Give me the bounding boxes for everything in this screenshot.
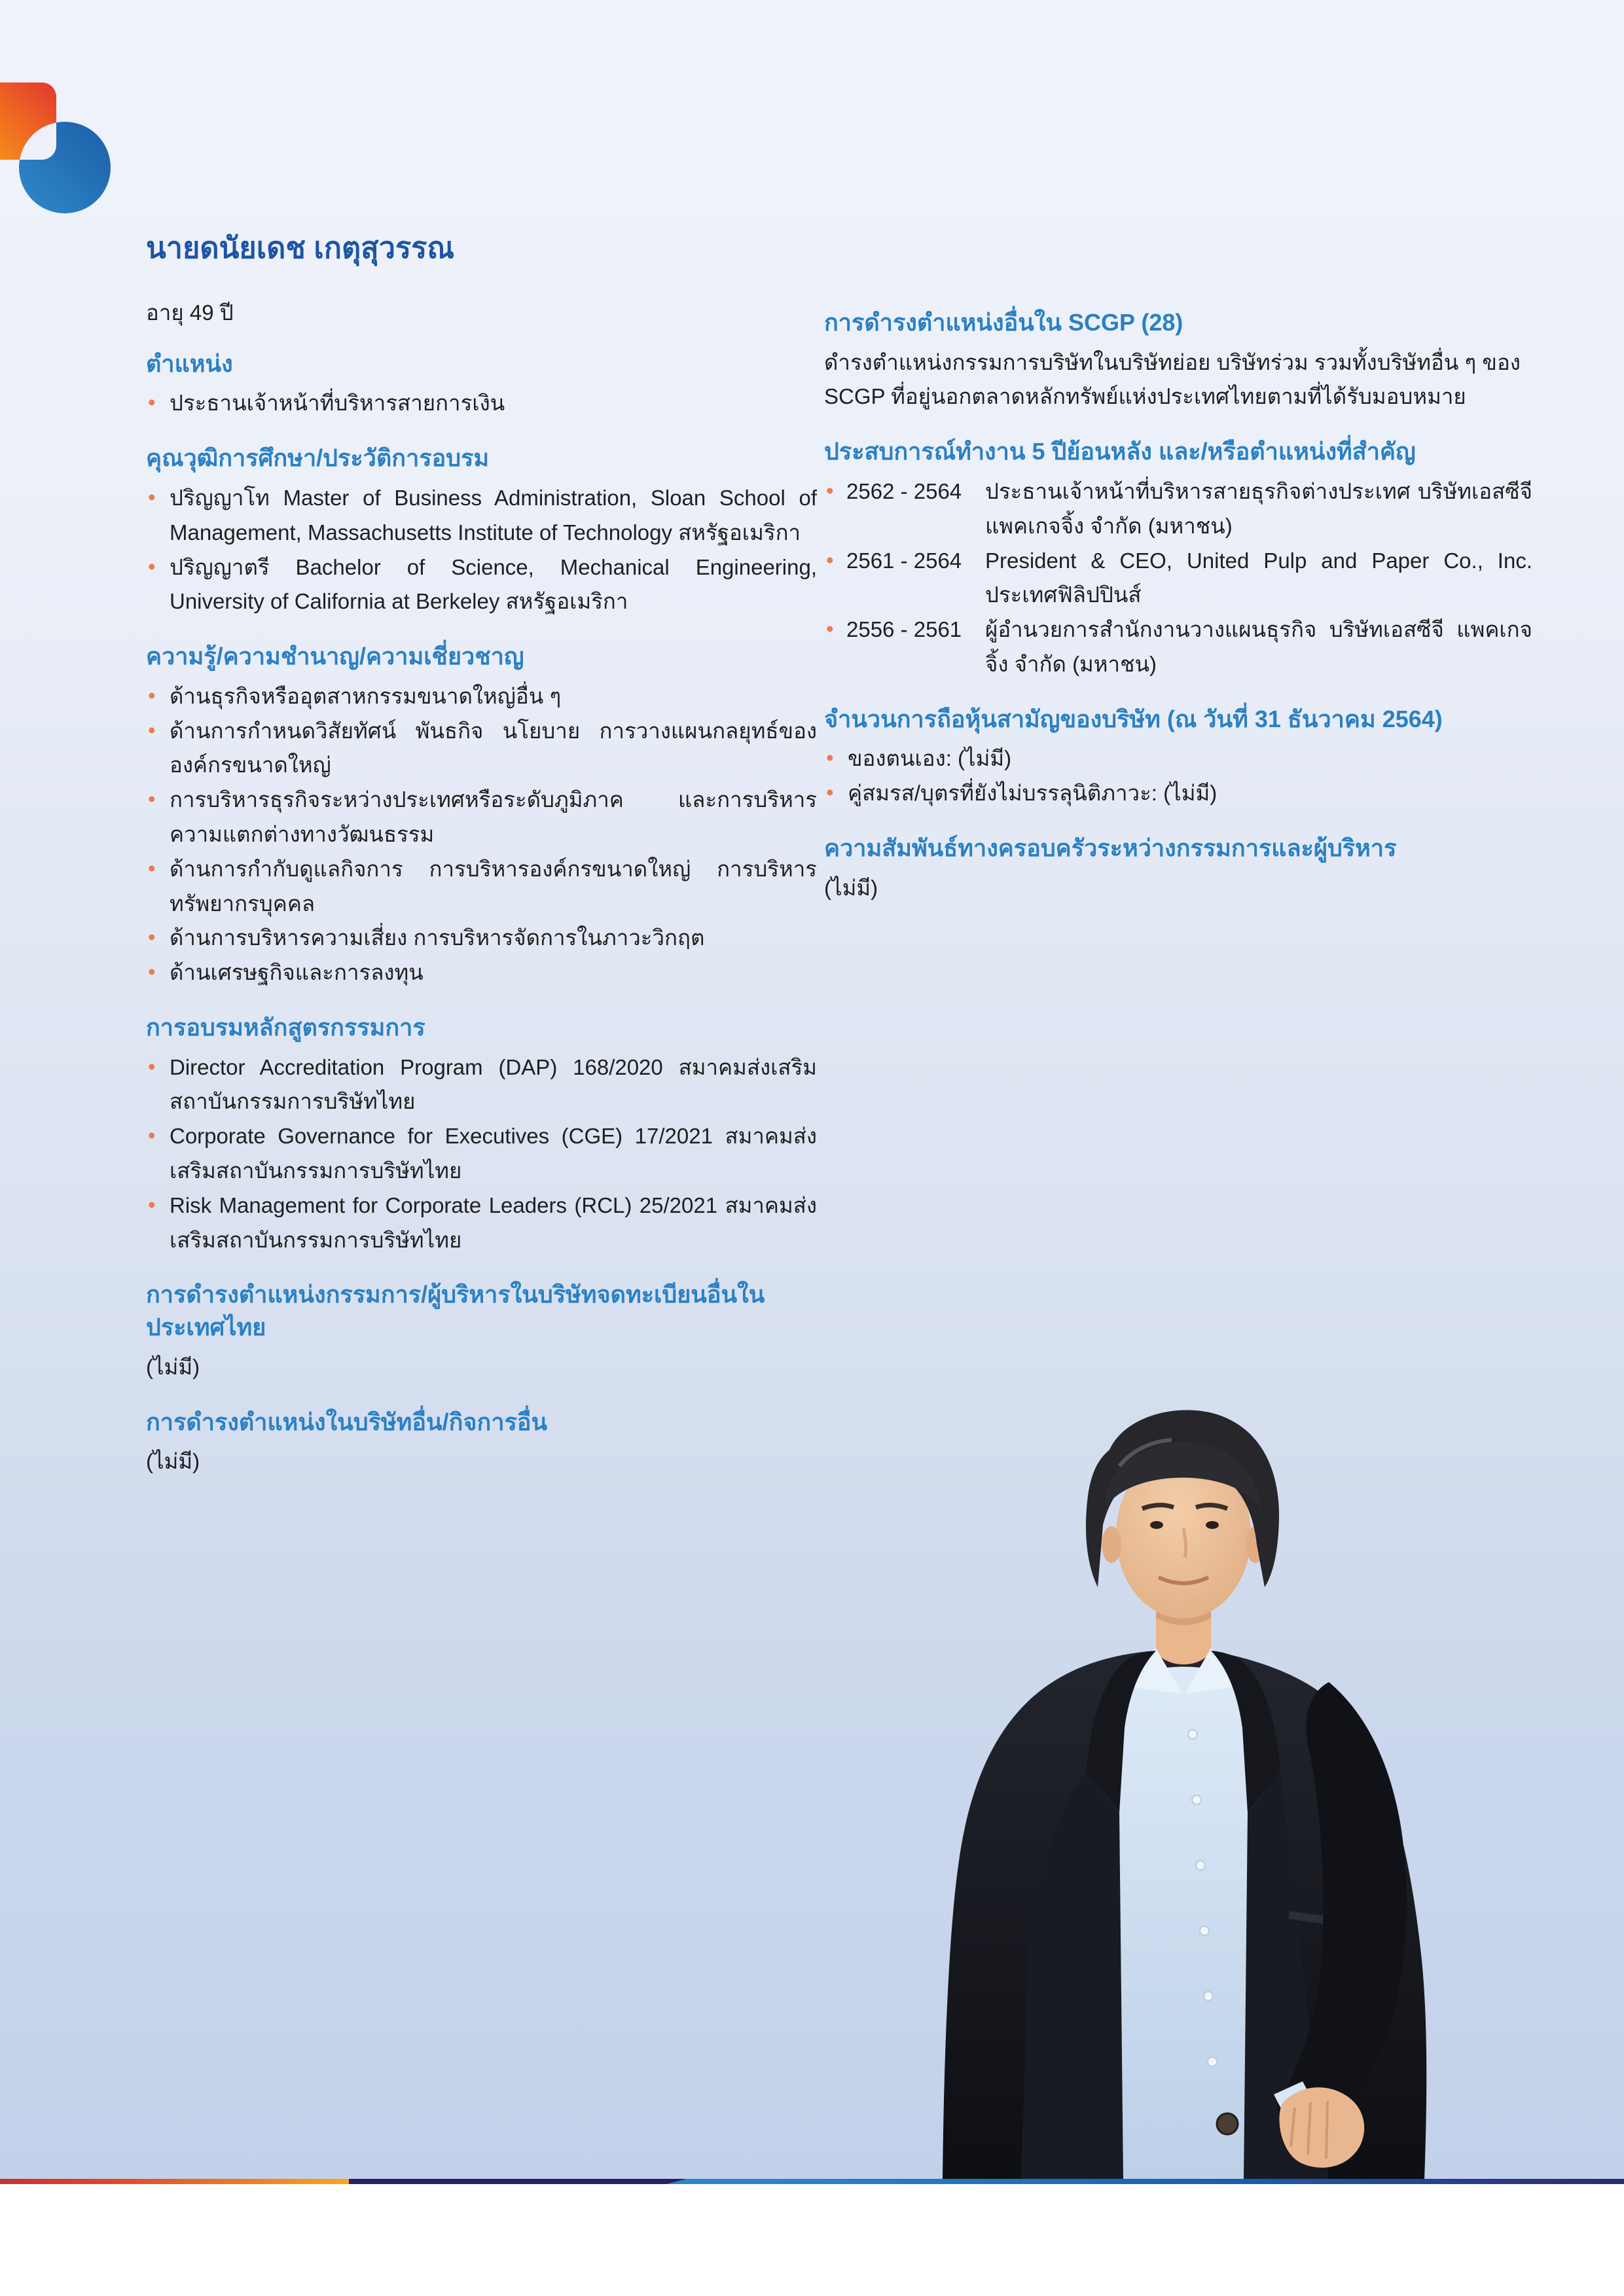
scgp-logo <box>0 79 118 217</box>
bullet-item: • ด้านเศรษฐกิจและการลงทุน <box>146 956 817 990</box>
none-note: (ไม่มี) <box>146 1449 200 1474</box>
heading-expertise: ความรู้/ความชำนาญ/ความเชี่ยวชาญ <box>146 643 524 670</box>
bullet-item: • ปริญญาตรี Bachelor of Science, Mechanical Engineering, University of California at Berkeley สหรัฐอเมริกา <box>146 550 817 620</box>
experience-row <box>824 544 1532 613</box>
experience-list <box>824 475 1532 682</box>
bullet-item: • ของตนเอง: (ไม่มี) <box>824 742 1532 776</box>
heading-family-relationship: ความสัมพันธ์ทางครอบครัวระหว่างกรรมการและผู้บริหาร <box>824 834 1397 861</box>
heading-position: ตำแหน่ง <box>146 350 233 377</box>
executive-portrait <box>871 1388 1460 2179</box>
heading-education: คุณวุฒิการศึกษา/ประวัติการอบรม <box>146 444 490 472</box>
expertise-list <box>146 679 817 990</box>
experience-role: ผู้อำนวยการสำนักงานวางแผนธุรกิจ บริษัทเอสซีจี แพคเกจจิ้ง จำกัด (มหาชน) <box>985 617 1532 676</box>
footer-bar-navy-segment <box>349 2179 687 2184</box>
none-note: (ไม่มี) <box>824 875 878 900</box>
portrait-ear-left <box>1102 1526 1121 1563</box>
experience-period: • 2562 - 2564 <box>824 475 985 544</box>
footer-bar-warm-segment <box>0 2179 349 2184</box>
bullet-item: • ประธานเจ้าหน้าที่บริหารสายการเงิน <box>146 386 817 421</box>
bullet-item: • ปริญญาโท Master of Business Administration, Sloan School of Management, Massachusetts Institute of Technology สหรัฐอเมริกา <box>146 481 817 550</box>
bullet-item: • ด้านการกำหนดวิสัยทัศน์ พันธกิจ นโยบาย การวางแผนกลยุทธ์ขององค์กรขนาดใหญ่ <box>146 714 817 783</box>
left-column <box>146 296 817 1479</box>
bullet-item: • Corporate Governance for Executives (CGE) 17/2021 สมาคมส่งเสริมสถาบันกรรมการบริษัทไทย <box>146 1119 817 1189</box>
heading-experience: ประสบการณ์ทำงาน 5 ปีย้อนหลัง และ/หรือตำแหน่งที่สำคัญ <box>824 438 1416 465</box>
education-list <box>146 481 817 619</box>
portrait-eye-left <box>1150 1521 1163 1529</box>
bullet-item: • คู่สมรส/บุตรที่ยังไม่บรรลุนิติภาวะ: (ไม่มี) <box>824 776 1532 811</box>
bullet-item: • ด้านธุรกิจหรืออุตสาหกรรมขนาดใหญ่อื่น ๆ <box>146 679 817 714</box>
person-name: นายดนัยเดช เกตุสุวรรณ <box>146 231 455 264</box>
bullet-item: • ด้านการบริหารความเสี่ยง การบริหารจัดการในภาวะวิกฤต <box>146 921 817 956</box>
heading-director-training: การอบรมหลักสูตรกรรมการ <box>146 1013 425 1041</box>
heading-other-listed-companies: การดำรงตำแหน่งกรรมการ/ผู้บริหารในบริษัทจดทะเบียนอื่นในประเทศไทย <box>146 1281 765 1341</box>
experience-row <box>824 475 1532 544</box>
scgp-positions-text: ดำรงตำแหน่งกรรมการบริษัทในบริษัทย่อย บริษัทร่วม รวมทั้งบริษัทอื่น ๆ ของ SCGP ที่อยู่นอกตลาดหลักทรัพย์แห่งประเทศไทยตามที่ได้รับมอบหมาย <box>824 350 1521 409</box>
bullet-item: • Director Accreditation Program (DAP) 168/2020 สมาคมส่งเสริมสถาบันกรรมการบริษัทไทย <box>146 1050 817 1120</box>
experience-row <box>824 613 1532 682</box>
bullet-item: • Risk Management for Corporate Leaders (RCL) 25/2021 สมาคมส่งเสริมสถาบันกรรมการบริษัทไทย <box>146 1189 817 1258</box>
portrait-jacket-button <box>1217 2113 1238 2134</box>
portrait-shirt <box>1100 1667 1267 2180</box>
footer-accent-bar <box>0 2179 1624 2184</box>
shareholding-list <box>824 742 1532 811</box>
right-column <box>824 306 1532 905</box>
none-note: (ไม่มี) <box>146 1354 200 1379</box>
person-age: อายุ 49 ปี <box>146 300 234 325</box>
heading-shareholding: จำนวนการถือหุ้นสามัญของบริษัท (ณ วันที่ 31 ธันวาคม 2564) <box>824 705 1443 732</box>
bullet-item: • ด้านการกำกับดูแลกิจการ การบริหารองค์กรขนาดใหญ่ การบริหารทรัพยากรบุคคล <box>146 852 817 922</box>
position-list <box>146 386 817 421</box>
heading-other-companies: การดำรงตำแหน่งในบริษัทอื่น/กิจการอื่น <box>146 1408 548 1435</box>
experience-period: • 2556 - 2561 <box>824 613 985 682</box>
director-training-list <box>146 1050 817 1258</box>
bullet-item: • การบริหารธุรกิจระหว่างประเทศหรือระดับภูมิภาค และการบริหารความแตกต่างทางวัฒนธรรม <box>146 783 817 852</box>
portrait-eye-right <box>1206 1521 1219 1529</box>
experience-period: • 2561 - 2564 <box>824 544 985 613</box>
heading-scgp-positions: การดำรงตำแหน่งอื่นใน SCGP (28) <box>824 309 1183 336</box>
experience-role: President & CEO, United Pulp and Paper Co., Inc. ประเทศฟิลิปปินส์ <box>985 548 1532 607</box>
experience-role: ประธานเจ้าหน้าที่บริหารสายธุรกิจต่างประเทศ บริษัทเอสซีจี แพคเกจจิ้ง จำกัด (มหาชน) <box>985 478 1532 538</box>
